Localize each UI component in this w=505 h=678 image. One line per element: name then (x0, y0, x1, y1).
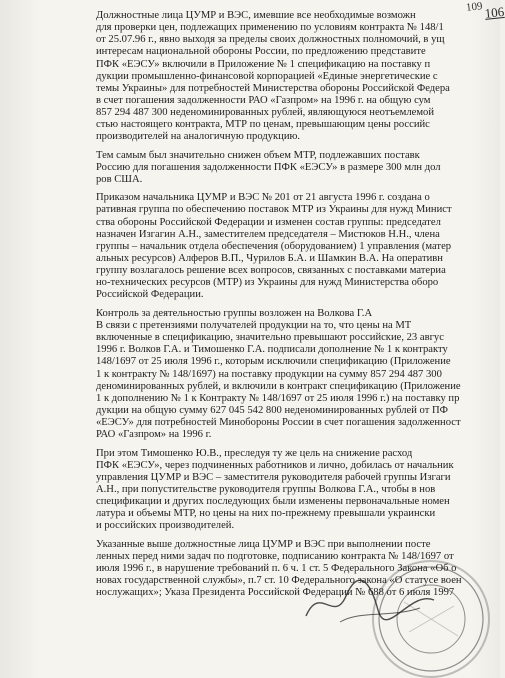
text-line: от 25.07.96 г., явно выходя за пределы своих должностных полномочий, в ущ (96, 34, 445, 46)
text-line: деноминированных рублей, и включили в контракт спецификацию (Приложение (96, 380, 461, 392)
text-line: В связи с претензиями получателей продукции на то, что цены на МТ (96, 319, 412, 331)
document-body (96, 10, 500, 599)
text-line: Российской Федерации. (96, 289, 204, 301)
text-line: включенные в спецификацию, значительно превышают российские, 23 авгус (96, 332, 444, 344)
text-line: ративная группа по обеспечению поставок МТР из Украины для нужд Минист (96, 204, 452, 216)
text-line: ленных перед ними задач по подготовке, подписанию контракта № 148/1697 от (96, 550, 454, 562)
text-line: Контроль за деятельностью группы возложен на Волкова Г.А (96, 307, 373, 319)
text-line: ПФК «ЕЭСУ», через подчиненных работников и лично, добилась от начальник (96, 459, 454, 471)
text-line: 857 294 487 300 неденоминированных рублей, являющуюся неотъемлемой (96, 107, 435, 119)
text-line: июля 1996 г., в нарушение требований п. 6 ч. 1 ст. 5 Федерального Закона «Об о (96, 562, 457, 574)
text-line: 1996 г. Волков Г.А. и Тимошенко Г.А. подписали дополнение № 1 к контракту (96, 344, 448, 356)
text-line: Приказом начальника ЦУМР и ВЭС № 201 от 21 августа 1996 г. создана о (96, 192, 430, 204)
text-line: 148/1697 от 25 июля 1996 г., которым исключили спецификацию (Приложение (96, 356, 451, 368)
text-line: Тем самым был значительно снижен объем МТР, подлежавших поставк (96, 149, 420, 161)
text-line: нослужащих»; Указа Президента Российской Федерации № 688 от 6 июля 1997 (96, 587, 455, 599)
text-line: А.Н., при попустительстве руководителя группы Волкова Г.А., чтобы в нов (96, 483, 436, 495)
text-line: ПФК «ЕЭСУ» включили в Приложение № 1 спецификацию на поставку п (96, 58, 431, 70)
text-line: Должностные лица ЦУМР и ВЭС, имевшие все необходимые возможн (96, 10, 416, 21)
text-line: группы – начальник отдела обеспечения (оборудованием) 1 управления (матер (96, 240, 452, 252)
text-line: РАО «Газпром» на 1996 г. (96, 429, 212, 441)
page-number-secondary: 106 (483, 3, 505, 21)
text-line: интересам национальной обороны России, по предложению представите (96, 46, 426, 58)
page-number-main: 109 (465, 0, 484, 14)
text-line: альных ресурсов) Алферов В.П., Чурилов Б.А. и Шамкин В.А. На оперативн (96, 253, 443, 265)
text-line: дукции на общую сумму 627 045 542 800 неденоминированных рублей от ПФ (96, 404, 449, 416)
text-line: и российских производителей. (96, 520, 235, 532)
text-line: Указанные выше должностные лица ЦУМР и ВЭС при выполнении посте (96, 538, 431, 550)
text-line: для проверки цен, подлежащих применению по условиям контракта № 148/1 (96, 22, 444, 34)
text-line: 1 к дополнению № 1 к Контракту № 148/1697 от 25 июля 1996 г.) на поставку пр (96, 392, 460, 404)
text-line: производителей на аналогичную продукцию. (96, 131, 301, 143)
text-line: назначен Изгагин А.Н., заместителем председателя – Мистюков Н.Н., члена (96, 228, 440, 240)
text-line: стью настоящего контракта, МТР по ценам, превышающим цены российс (96, 119, 430, 131)
text-line: дукции промышленно-финансовой корпорацией «Единые энергетические с (96, 70, 438, 82)
text-line: ров США. (96, 174, 143, 186)
text-line: Россию для погашения задолженности ПФК «ЕЭСУ» в размере 300 млн дол (96, 161, 441, 173)
text-line: в счет погашения задолженности РАО «Газпром» на 1996 г. на общую сум (96, 94, 431, 106)
text-line: 1 к контракту № 148/1697) на поставку продукции на сумму 857 294 487 300 (96, 368, 442, 380)
text-line: «ЕЭСУ» для потребностей Минобороны России в счет погашения задолженност (96, 417, 461, 429)
text-line: темы Украины» для потребностей Министерства обороны Российской Федера (96, 82, 450, 94)
text-line: спецификации и других последующих были изменены первоначальные номен (96, 496, 450, 508)
text-line: управления ЦУМР и ВЭС – заместителя руководителя рабочей группы Изгаги (96, 471, 451, 483)
text-line: но-технических ресурсов (МТР) из Украины для нужд Министерства оборо (96, 277, 439, 289)
text-line: группу возлагалось решение всех вопросов, связанных с поставками материа (96, 265, 446, 277)
text-line: латура и объемы МТР, но цены на них по-прежнему превышали украински (96, 508, 436, 520)
text-line: ства обороны Российской Федерации и изменен состав группы: председател (96, 216, 441, 228)
text-line: При этом Тимошенко Ю.В., преследуя ту же цель на снижение расход (96, 447, 413, 459)
text-line: новах государственной службы», п.7 ст. 10 Федерального закона «О статусе воен (96, 575, 462, 587)
